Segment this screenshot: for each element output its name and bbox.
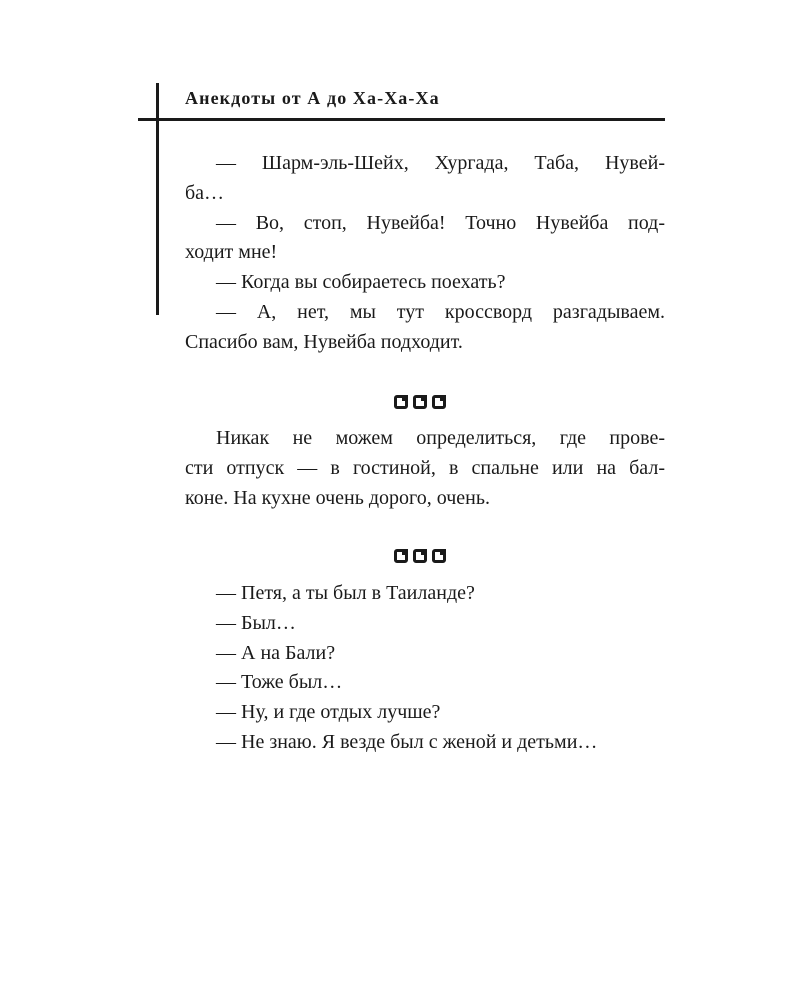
- header-horizontal-rule: [138, 118, 665, 121]
- ornament-icon: [413, 395, 427, 409]
- joke-1: [185, 149, 665, 358]
- text-line: — Был…: [216, 611, 296, 634]
- text-line: — Шарм-эль-Шейх, Хургада, Таба, Нувей-: [216, 152, 665, 174]
- ornament-icon: [432, 395, 446, 409]
- text-line: — Не знаю. Я везде был с женой и детьми…: [216, 730, 598, 753]
- text-line: — Во, стоп, Нувейба! Точно Нувейба под-: [216, 211, 665, 234]
- text-line: — Ну, и где отдых лучше?: [216, 701, 441, 724]
- running-title: Анекдоты от А до Ха-Ха-Ха: [185, 88, 440, 108]
- joke-2: [185, 424, 665, 513]
- text-line: — А, нет, мы тут кроссворд разгадываем.: [216, 300, 665, 323]
- text-line: сти отпуск — в гостиной, в спальне или на бал-: [185, 456, 665, 479]
- ornament-icon: [394, 395, 408, 409]
- text-line: — Когда вы собираетесь поехать?: [216, 271, 506, 294]
- text-line: Спасибо вам, Нувейба подходит.: [185, 330, 463, 353]
- text-line: ходит мне!: [185, 241, 278, 264]
- ornament-icon: [432, 549, 446, 563]
- section-separator: [394, 393, 454, 413]
- text-line: Никак не можем определиться, где прове-: [216, 427, 665, 449]
- ornament-icon: [394, 549, 408, 563]
- text-line: — Тоже был…: [216, 671, 343, 694]
- text-line: — А на Бали?: [216, 641, 336, 664]
- ornament-icon: [413, 549, 427, 563]
- text-line: — Петя, а ты был в Таиланде?: [216, 582, 475, 604]
- joke-3: [185, 579, 665, 758]
- section-separator: [394, 547, 454, 567]
- text-line: коне. На кухне очень дорого, очень.: [185, 486, 490, 509]
- text-line: ба…: [185, 181, 225, 204]
